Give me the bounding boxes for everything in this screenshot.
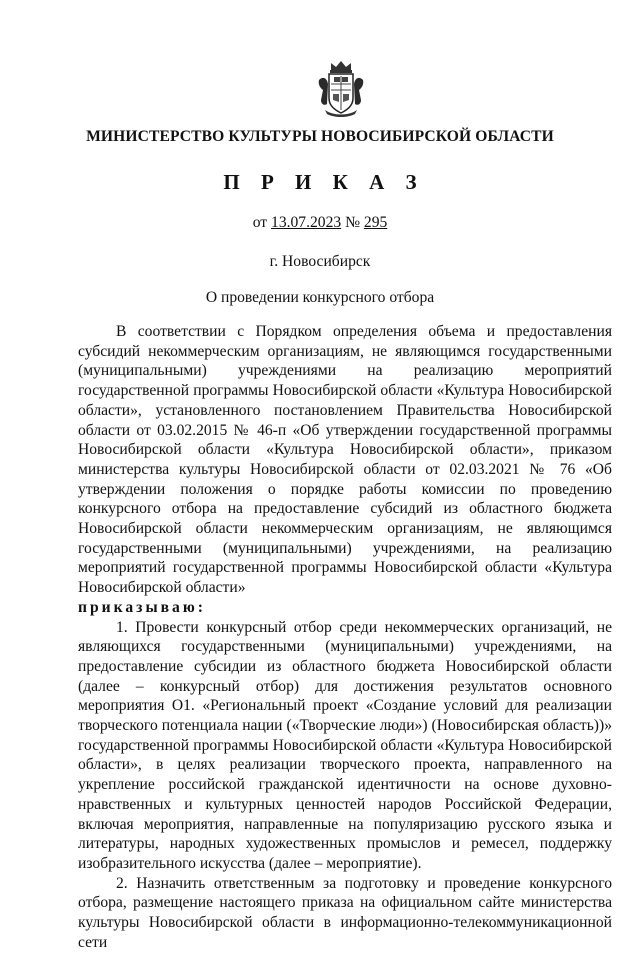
order-word: приказываю: bbox=[78, 598, 206, 616]
city-name: г. Новосибирск bbox=[269, 253, 371, 270]
preamble-paragraph bbox=[78, 322, 612, 618]
order-number: 295 bbox=[363, 214, 388, 231]
order-date-number bbox=[0, 214, 640, 232]
ministry-name: МИНИСТЕРСТВО КУЛЬТУРЫ НОВОСИБИРСКОЙ ОБЛАСТИ bbox=[86, 128, 554, 145]
order-date: 13.07.2023 bbox=[271, 214, 342, 231]
number-sign: № bbox=[345, 214, 360, 231]
coat-of-arms-emblem bbox=[317, 60, 365, 118]
item-1-paragraph: 1. Провести конкурсный отбор среди некоммерческих организаций, не являющихся государственными (муниципальными) учреждениями, на предоставление субсидии из областного бюджета Новосибирской области (далее – конкурсный отбор) для достижения результатов основного мероприятия О1. «Региональный проект «Создание условий для реализации творческого потенциала нации («Творческие люди») (Новосибирская область))» государственной программы Новосибирской области «Культура Новосибирской области», в целях реализации творческого проекта, направленного на укрепление российской гражданской идентичности на основе духовно-нравственных и культурных ценностей народов Российской Федерации, включая мероприятия, направленные на популяризацию русского языка и литературы, народных художественных промыслов и ремесел, поддержку изобразительного искусства (далее – мероприятие). bbox=[78, 618, 612, 872]
order-title: П Р И К А З bbox=[223, 170, 425, 194]
date-prefix: от bbox=[252, 214, 268, 231]
preamble-text: В соответствии с Порядком определения объема и предоставления субсидий некоммерческим организациям, не являющимся государственными (муниципальными) учреждениями на реализацию мероприятий государственной программы Новосибирской области «Культура Новосибирской области», установленного постановлением Правительства Новосибирской области от 03.02.2015 № 46-п «Об утверждении государственной программы Новосибирской области «Культура Новосибирской области», приказом министерства культуры Новосибирской области от 02.03.2021 № 76 «Об утверждении положения о порядке работы комиссии по проведению конкурсного отбора на предоставление субсидий из областного бюджета Новосибирской области некоммерческим организациям, не являющимся государственными (муниципальными) учреждениями, на реализацию мероприятий государственной программы Новосибирской области «Культура Новосибирской области» bbox=[78, 323, 612, 597]
item-2-paragraph: 2. Назначить ответственным за подготовку и проведение конкурсного отбора, размещение настоящего приказа на официальном сайте министерства культуры Новосибирской области в информационно-телекоммуникационной сети bbox=[78, 874, 612, 951]
order-subject: О проведении конкурсного отбора bbox=[205, 289, 435, 306]
order-body bbox=[78, 322, 612, 953]
